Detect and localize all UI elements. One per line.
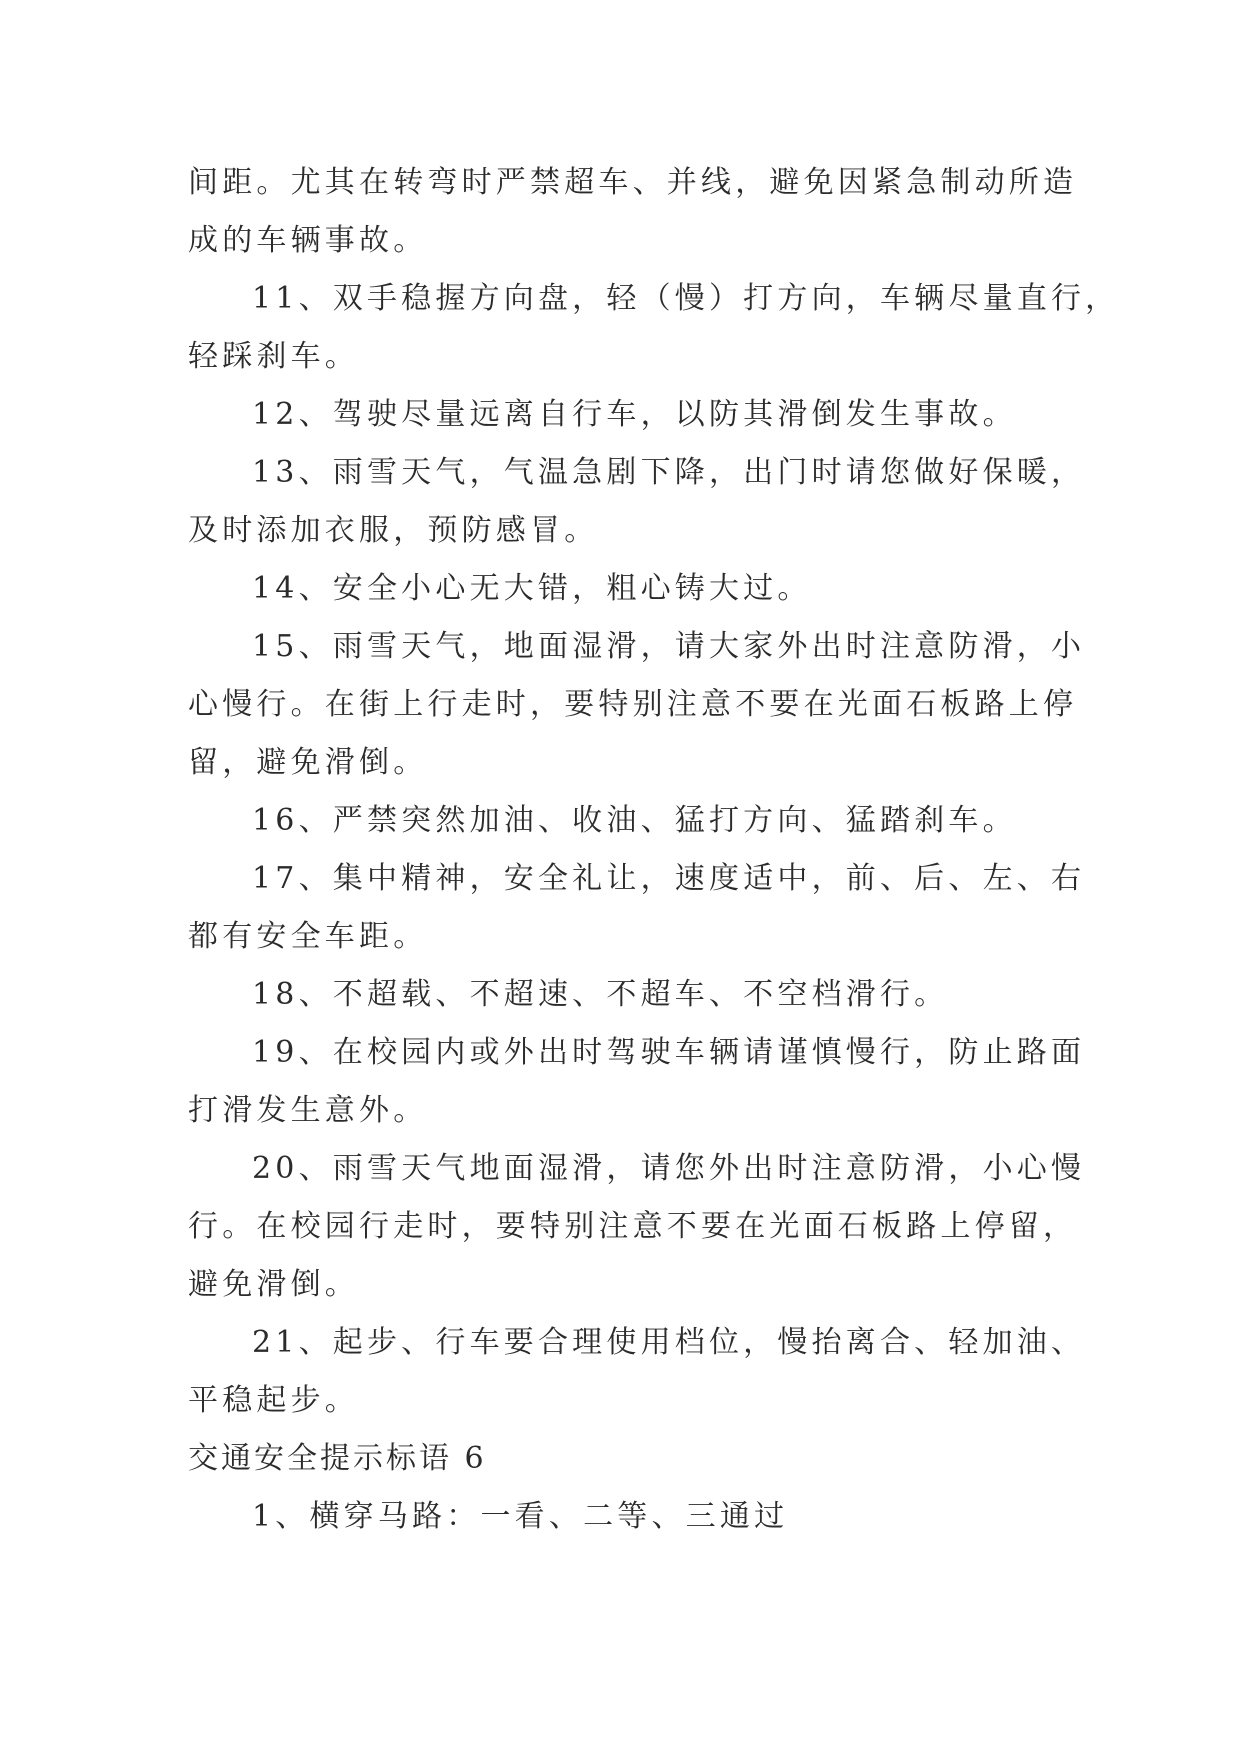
paragraph	[188, 444, 1086, 560]
paragraph	[188, 386, 1068, 444]
paragraph	[188, 850, 1086, 966]
paragraph	[188, 792, 1068, 850]
paragraph	[188, 1488, 1068, 1546]
paragraph	[188, 560, 1068, 618]
text-line: 18、不超载、不超速、不超车、不空档滑行。	[252, 977, 949, 1012]
paragraph	[188, 270, 1120, 386]
text-line: 成的车辆事故。	[188, 223, 428, 258]
paragraph	[188, 966, 1068, 1024]
text-line: 心慢行。在街上行走时，要特别注意不要在光面石板路上停	[188, 687, 1078, 722]
section-heading	[188, 1430, 1068, 1488]
paragraph	[188, 1314, 1086, 1430]
text-line: 都有安全车距。	[188, 919, 428, 954]
text-line: 20、雨雪天气地面湿滑，请您外出时注意防滑，小心慢	[252, 1151, 1086, 1186]
text-line: 避免滑倒。	[188, 1267, 359, 1302]
text-line: 及时添加衣服，预防感冒。	[188, 513, 599, 548]
text-line: 轻踩刹车。	[188, 339, 359, 374]
text-line: 留，避免滑倒。	[188, 745, 428, 780]
text-line: 12、驾驶尽量远离自行车，以防其滑倒发生事故。	[252, 397, 1017, 432]
text-line: 间距。尤其在转弯时严禁超车、并线，避免因紧急制动所造	[188, 165, 1078, 200]
paragraph	[188, 154, 1078, 270]
text-line: 11、双手稳握方向盘，轻（慢）打方向，车辆尽量直行，	[252, 281, 1120, 316]
text-line: 14、安全小心无大错，粗心铸大过。	[252, 571, 812, 606]
paragraph	[188, 618, 1086, 792]
text-line: 13、雨雪天气，气温急剧下降，出门时请您做好保暖，	[252, 455, 1086, 490]
document-body	[188, 154, 1120, 1546]
text-line: 15、雨雪天气，地面湿滑，请大家外出时注意防滑，小	[252, 629, 1086, 664]
text-line: 19、在校园内或外出时驾驶车辆请谨慎慢行，防止路面	[252, 1035, 1086, 1070]
text-line: 21、起步、行车要合理使用档位，慢抬离合、轻加油、	[252, 1325, 1086, 1360]
text-line: 1、横穿马路：一看、二等、三通过	[252, 1499, 789, 1534]
text-line: 打滑发生意外。	[188, 1093, 428, 1128]
text-line: 16、严禁突然加油、收油、猛打方向、猛踏刹车。	[252, 803, 1017, 838]
text-line: 行。在校园行走时，要特别注意不要在光面石板路上停留，	[188, 1209, 1078, 1244]
paragraph	[188, 1024, 1086, 1140]
text-line: 交通安全提示标语 6	[188, 1441, 487, 1476]
paragraph	[188, 1140, 1086, 1314]
text-line: 17、集中精神，安全礼让，速度适中，前、后、左、右	[252, 861, 1086, 896]
text-line: 平稳起步。	[188, 1383, 359, 1418]
